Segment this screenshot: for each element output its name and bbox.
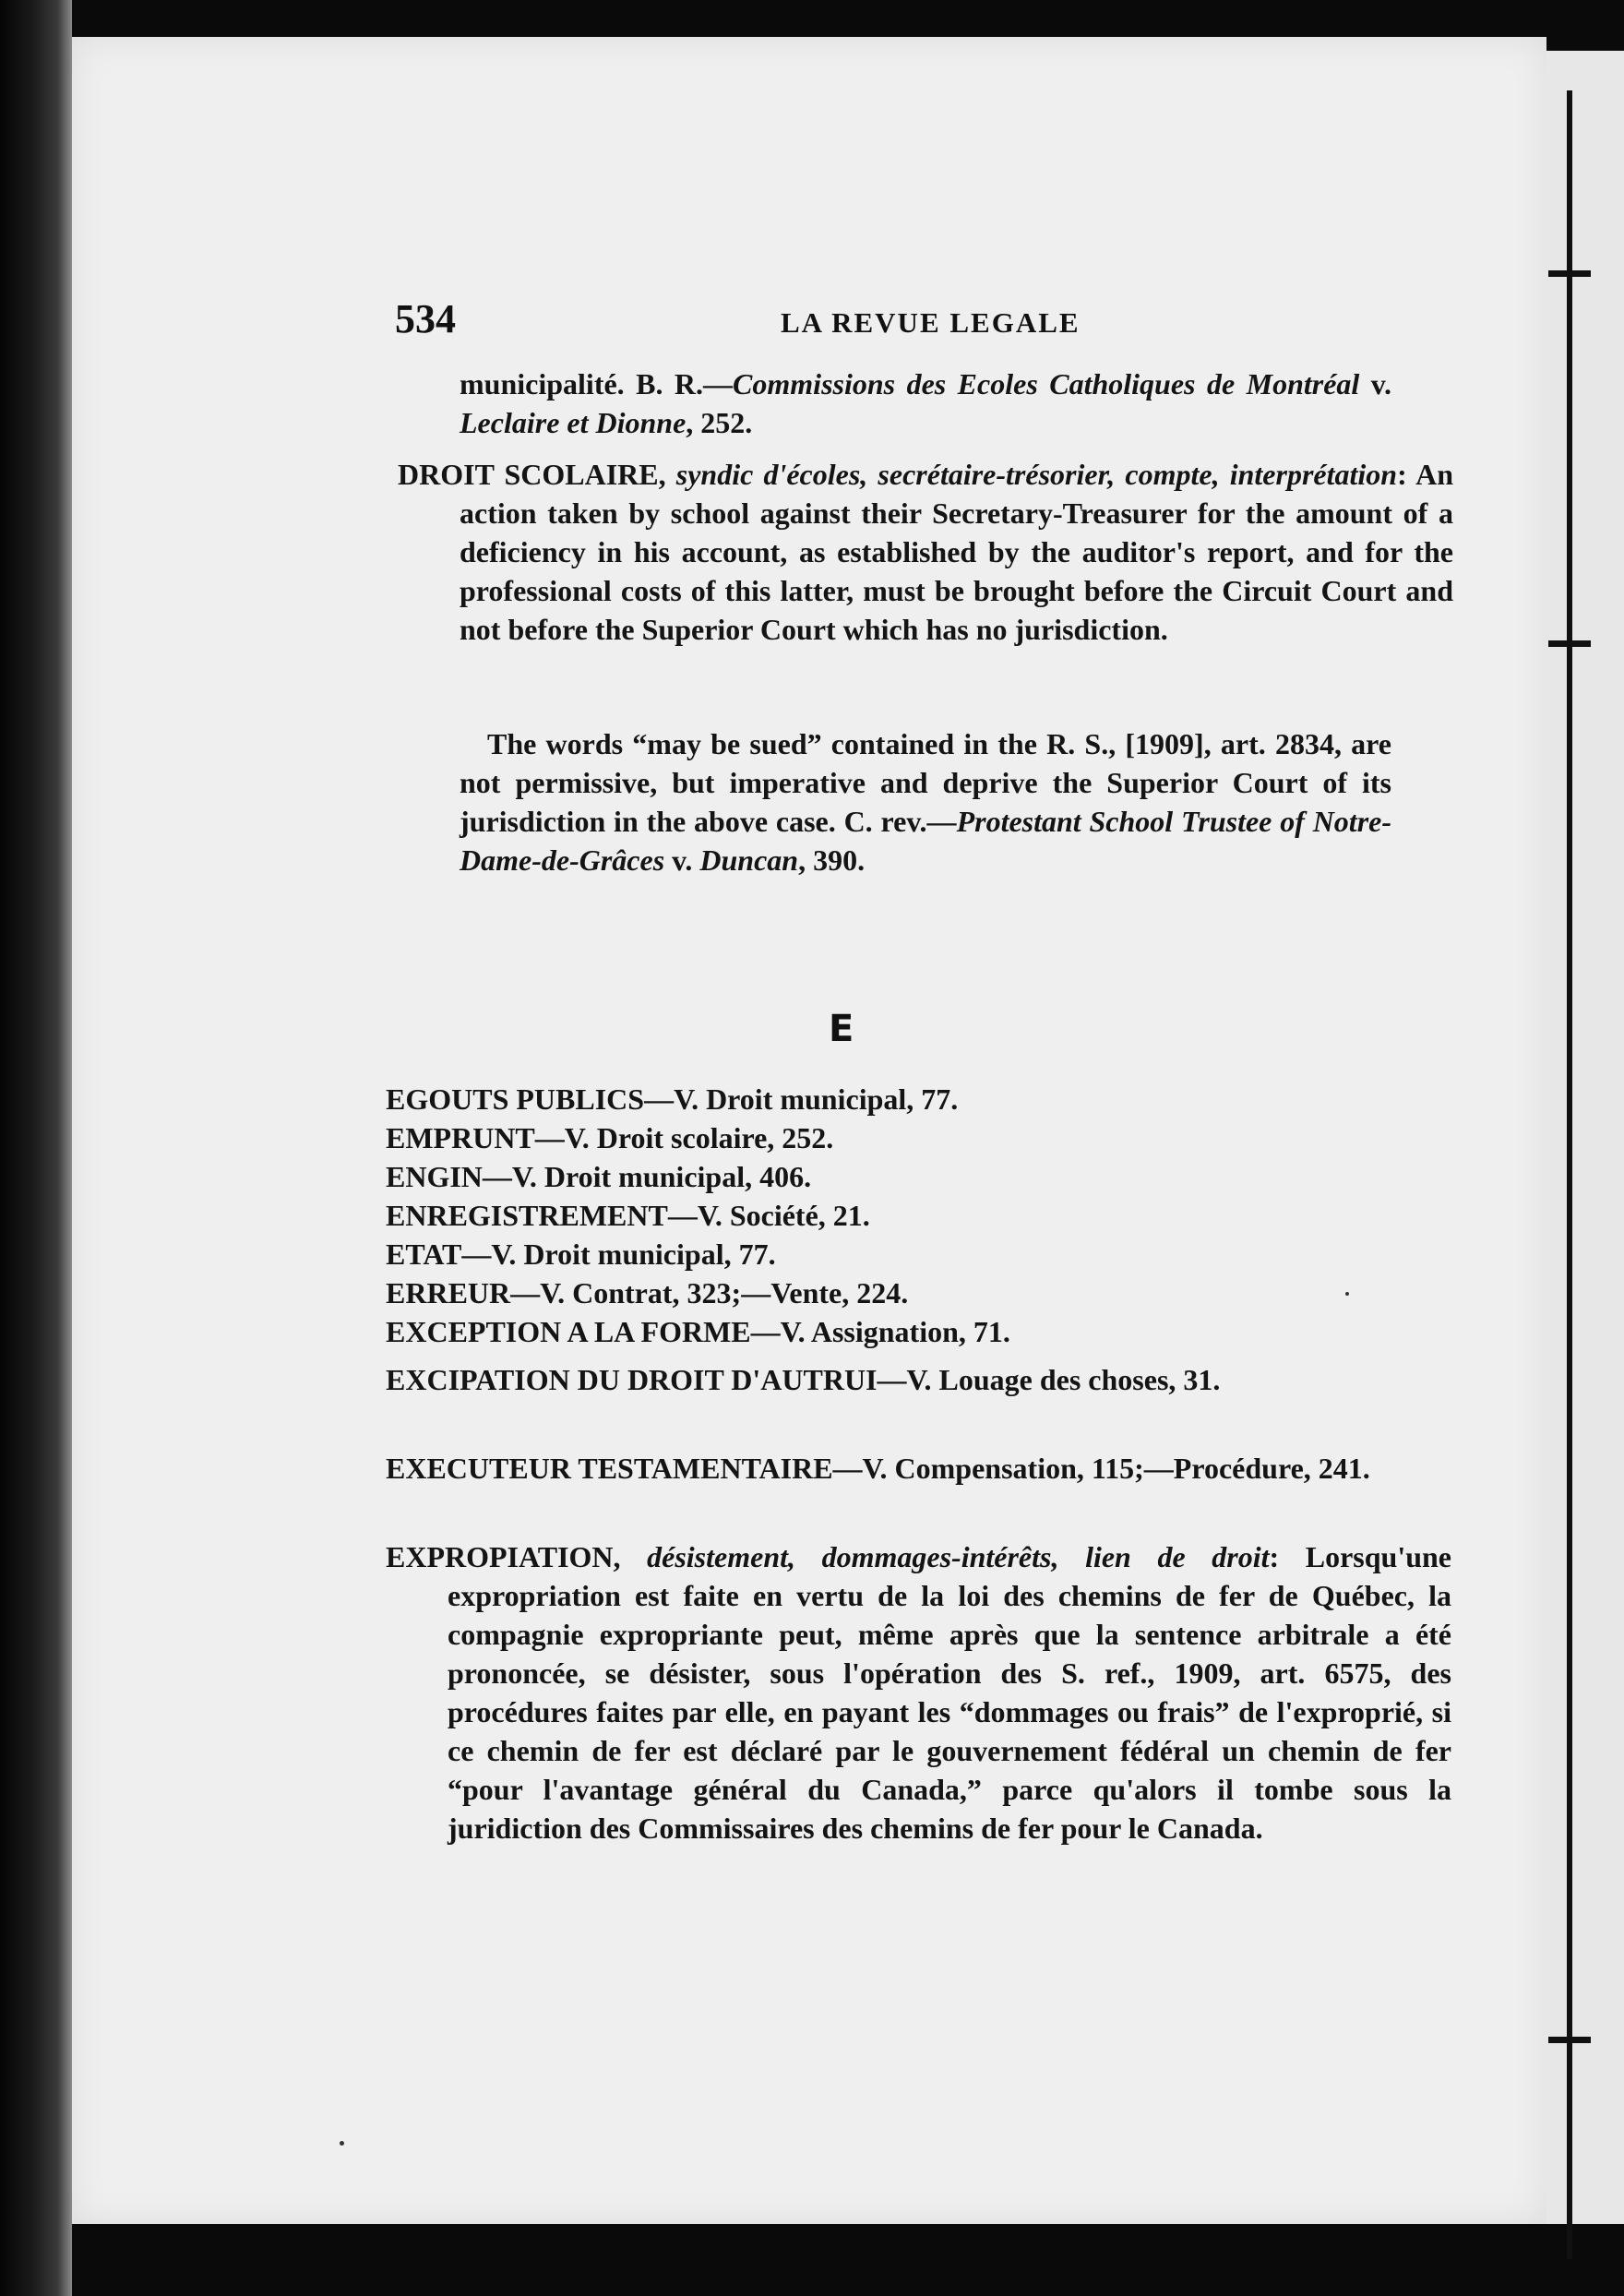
index-line: ENGIN—V. Droit municipal, 406. <box>386 1160 812 1193</box>
entry-heading: DROIT SCOLAIRE, <box>398 458 676 491</box>
case-name: Commissions des Ecoles Catholiques de Montréal <box>733 367 1360 401</box>
scan-speck <box>340 2141 344 2146</box>
entry-text: , 252. <box>686 406 753 439</box>
entry-droit-scolaire-para2 <box>460 724 1391 879</box>
index-line: EXCEPTION A LA FORME—V. Assignation, 71. <box>386 1315 1010 1348</box>
case-name: Protestant School Trustee of Notre-Dame-de-Grâces <box>460 805 1392 877</box>
entry-keywords: désistement, dommages-intérêts, lien de droit <box>647 1540 1270 1573</box>
index-line: ETAT—V. Droit municipal, 77. <box>386 1238 776 1271</box>
margin-tick <box>1548 270 1591 277</box>
entry-text: The words “may be sued” contained in the R. S., [1909], art. 2834, are not permissive, but imperative and deprive the Superior Court of its jurisdiction in the above case. C. rev.— <box>460 727 1391 838</box>
entry-heading: EXPROPIATION, <box>386 1540 648 1573</box>
index-line: EMPRUNT—V. Droit scolaire, 252. <box>386 1121 834 1154</box>
running-head <box>395 295 1410 351</box>
entry-droit-scolaire <box>398 455 1453 649</box>
entry-text: : Lorsqu'une expropriation est faite en vertu de la loi des chemins de fer de Québec, la compagnie expropriante peut, même après que la sentence arbitrale a été prononcée, se désister, sous l'opération des S. ref., 1909, art. 6575, des procédures faites par elle, en payant les “dommages ou frais” de l'exproprié, si ce chemin de fer est déclaré par le gouvernement fédéral un chemin de fer “pour l'avantage général du Canada,” parce qu'alors il tombe sous la juridiction des Commissaires des chemins de fer pour le Canada. <box>448 1540 1451 1845</box>
book-page <box>72 37 1546 2224</box>
entry-text: v. <box>664 843 700 877</box>
scan-speck <box>1345 1292 1349 1296</box>
entry-keywords: syndic d'écoles, secrétaire-trésorier, compte, interprétation <box>675 458 1398 491</box>
index-line: ERREUR—V. Contrat, 323;—Vente, 224. <box>386 1276 909 1309</box>
entry-excipation: EXCIPATION DU DROIT D'AUTRUI—V. Louage des choses, 31. <box>386 1363 1221 1396</box>
margin-tick <box>1548 640 1591 647</box>
entry-executeur: EXECUTEUR TESTAMENTAIRE—V. Compensation, 115;—Procédure, 241. <box>386 1452 1370 1485</box>
entry-text: : An action taken by school against their Secretary-Treasurer for the amount of a deficiency in his account, as established by the auditor's report, and for the professional costs of this latter, must be brought before the Circuit Court and not before the Superior Court which has no jurisdiction. <box>460 458 1454 646</box>
entry-continuation <box>460 365 1391 442</box>
book-gutter-shadow <box>0 0 72 2296</box>
case-name: Leclaire et Dionne <box>460 406 687 439</box>
margin-tick <box>1548 2037 1591 2043</box>
facing-page-edge <box>1546 51 1624 2224</box>
journal-title: LA REVUE LEGALE <box>781 306 1081 339</box>
page-number: 534 <box>395 296 456 341</box>
entry-text: v. <box>1359 367 1392 401</box>
entry-expropriation <box>386 1537 1451 1848</box>
entry-text: , 390. <box>798 843 866 877</box>
page-margin-rule <box>1567 90 1572 2259</box>
entry-text: municipalité. B. R.— <box>460 367 734 401</box>
section-letter: E <box>829 1008 854 1050</box>
index-line: EGOUTS PUBLICS—V. Droit municipal, 77. <box>386 1082 959 1116</box>
page-content <box>72 37 1546 2224</box>
case-name: Duncan <box>699 843 799 877</box>
index-line: ENREGISTREMENT—V. Société, 21. <box>386 1199 870 1232</box>
